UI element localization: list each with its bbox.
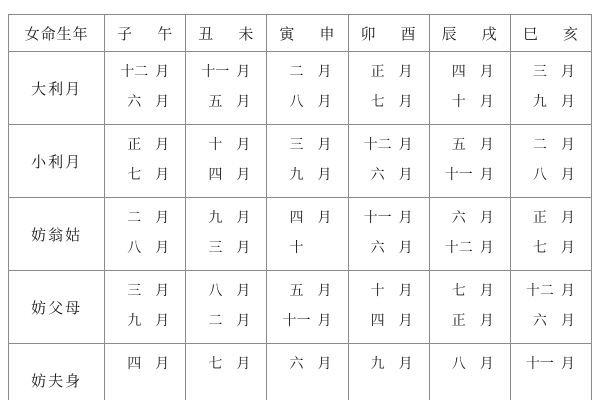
month-number: 二 (127, 211, 142, 226)
month-unit: 月 (236, 284, 251, 299)
month-unit: 月 (479, 241, 494, 256)
month-unit: 月 (398, 211, 413, 226)
month-unit: 月 (317, 168, 332, 183)
month-number: 六 (370, 168, 385, 183)
month-unit: 月 (317, 211, 332, 226)
month-unit: 月 (155, 65, 170, 80)
table-cell (105, 271, 186, 344)
table-cell (186, 52, 267, 125)
month-unit: 月 (479, 284, 494, 299)
month-unit: 月 (155, 357, 170, 372)
month-unit: 月 (317, 284, 332, 299)
month-number: 十二 (363, 138, 392, 153)
month-number: 十二 (120, 65, 149, 80)
branch-label: 未 (238, 26, 255, 43)
branch-label: 卯 (360, 26, 377, 43)
header-title: 女命生年 (9, 15, 105, 52)
month-number: 十一 (201, 65, 230, 80)
branch-label: 亥 (562, 26, 579, 43)
month-number: 十一 (363, 211, 392, 226)
month-unit: 月 (560, 357, 575, 372)
month-number: 十 (370, 284, 385, 299)
month-number: 十一 (282, 314, 311, 329)
month-number: 五 (289, 284, 304, 299)
month-unit: 月 (479, 211, 494, 226)
table-cell (429, 344, 510, 400)
month-number: 十 (208, 138, 223, 153)
header-branch-pair-2 (186, 15, 267, 52)
month-unit: 月 (560, 211, 575, 226)
month-unit: 月 (398, 357, 413, 372)
table-row (9, 271, 592, 344)
table-cell (348, 344, 429, 400)
month-number: 五 (451, 138, 466, 153)
month-number: 二 (289, 65, 304, 80)
month-unit: 月 (479, 95, 494, 110)
header-branch-pair-1 (105, 15, 186, 52)
month-number: 七 (451, 284, 466, 299)
table-cell (429, 52, 510, 125)
month-unit: 月 (398, 241, 413, 256)
month-unit: 月 (317, 95, 332, 110)
month-number: 九 (127, 314, 142, 329)
month-number: 七 (208, 357, 223, 372)
month-unit: 月 (155, 314, 170, 329)
month-unit: 月 (398, 138, 413, 153)
table-cell (510, 271, 591, 344)
table-cell (105, 344, 186, 400)
table-cell (510, 52, 591, 125)
branch-label: 酉 (400, 26, 417, 43)
header-branch-pair-3 (267, 15, 348, 52)
table-cell (348, 271, 429, 344)
table-cell (267, 271, 348, 344)
table-cell (348, 125, 429, 198)
almanac-table (8, 14, 592, 400)
header-branch-pair-5 (429, 15, 510, 52)
table-row (9, 344, 592, 400)
month-unit: 月 (479, 314, 494, 329)
month-unit: 月 (317, 314, 332, 329)
table-cell (186, 344, 267, 400)
month-number: 正 (451, 314, 466, 329)
table-cell (186, 271, 267, 344)
month-unit: 月 (236, 65, 251, 80)
month-number: 十二 (444, 241, 473, 256)
table-cell (267, 52, 348, 125)
month-number: 八 (208, 284, 223, 299)
table-header-row (9, 15, 592, 52)
month-unit: 月 (479, 168, 494, 183)
table-cell (186, 125, 267, 198)
table-row (9, 52, 592, 125)
month-unit: 月 (560, 95, 575, 110)
month-number: 十一 (444, 168, 473, 183)
table-row (9, 125, 592, 198)
month-number: 三 (532, 65, 547, 80)
table-cell (510, 125, 591, 198)
month-number: 七 (532, 241, 547, 256)
month-unit: 月 (560, 138, 575, 153)
month-number: 二 (208, 314, 223, 329)
month-unit: 月 (155, 95, 170, 110)
month-unit: 月 (155, 168, 170, 183)
table-cell (510, 344, 591, 400)
month-number: 三 (208, 241, 223, 256)
month-number: 八 (289, 95, 304, 110)
table-cell (429, 125, 510, 198)
month-unit: 月 (560, 168, 575, 183)
month-number: 四 (127, 357, 142, 372)
month-number: 十二 (525, 284, 554, 299)
month-unit: 月 (236, 241, 251, 256)
table-cell (105, 52, 186, 125)
month-number: 八 (451, 357, 466, 372)
month-unit: 月 (155, 138, 170, 153)
table-cell (267, 344, 348, 400)
month-number: 四 (289, 211, 304, 226)
branch-label: 戌 (481, 26, 498, 43)
branch-label: 寅 (279, 26, 296, 43)
month-number: 三 (127, 284, 142, 299)
month-unit: 月 (479, 357, 494, 372)
row-label: 妨父母 (9, 271, 105, 344)
month-number: 二 (532, 138, 547, 153)
month-unit: 月 (398, 314, 413, 329)
table-cell (267, 125, 348, 198)
month-number: 九 (208, 211, 223, 226)
month-number: 五 (208, 95, 223, 110)
month-unit: 月 (398, 95, 413, 110)
month-number: 九 (289, 168, 304, 183)
row-label: 大利月 (9, 52, 105, 125)
branch-label: 子 (117, 26, 134, 43)
table-cell (510, 198, 591, 271)
month-number: 九 (370, 357, 385, 372)
month-unit: 月 (155, 241, 170, 256)
table-cell (105, 198, 186, 271)
month-number: 七 (127, 168, 142, 183)
month-unit: 月 (398, 65, 413, 80)
month-unit: 月 (236, 314, 251, 329)
row-label: 妨翁姑 (9, 198, 105, 271)
table-cell (348, 198, 429, 271)
month-number: 十 (451, 95, 466, 110)
month-unit: 月 (317, 357, 332, 372)
month-number: 六 (370, 241, 385, 256)
branch-label: 巳 (522, 26, 539, 43)
month-unit: 月 (236, 168, 251, 183)
month-number: 六 (451, 211, 466, 226)
month-number: 正 (370, 65, 385, 80)
month-unit: 月 (398, 284, 413, 299)
month-number: 七 (370, 95, 385, 110)
row-label: 妨夫身 (9, 344, 105, 400)
month-unit: 月 (479, 138, 494, 153)
month-number: 八 (532, 168, 547, 183)
table-cell (429, 198, 510, 271)
branch-label: 丑 (198, 26, 215, 43)
branch-label: 申 (319, 26, 336, 43)
month-unit: 月 (479, 65, 494, 80)
month-number: 十一 (525, 357, 554, 372)
month-number: 六 (532, 314, 547, 329)
month-number: 三 (289, 138, 304, 153)
month-number: 九 (532, 95, 547, 110)
month-number: 六 (127, 95, 142, 110)
month-unit: 月 (560, 65, 575, 80)
month-number: 十 (289, 241, 304, 256)
month-number: 四 (208, 168, 223, 183)
month-unit: 月 (560, 314, 575, 329)
branch-label: 午 (157, 26, 174, 43)
month-unit: 月 (236, 138, 251, 153)
month-number: 四 (370, 314, 385, 329)
month-unit: 月 (236, 357, 251, 372)
table-cell (105, 125, 186, 198)
month-number: 八 (127, 241, 142, 256)
table-cell (186, 198, 267, 271)
month-unit: 月 (155, 284, 170, 299)
month-unit: 月 (398, 168, 413, 183)
table-row (9, 198, 592, 271)
table-cell (429, 271, 510, 344)
table-cell (348, 52, 429, 125)
branch-label: 辰 (441, 26, 458, 43)
month-unit: 月 (317, 138, 332, 153)
row-label: 小利月 (9, 125, 105, 198)
month-number: 四 (451, 65, 466, 80)
month-unit: 月 (560, 284, 575, 299)
month-unit: 月 (236, 95, 251, 110)
month-number: 六 (289, 357, 304, 372)
month-unit: 月 (155, 211, 170, 226)
month-unit: 月 (236, 211, 251, 226)
month-unit: 月 (560, 241, 575, 256)
month-number: 正 (127, 138, 142, 153)
header-branch-pair-4 (348, 15, 429, 52)
table-cell (267, 198, 348, 271)
month-unit: 月 (317, 65, 332, 80)
header-branch-pair-6 (510, 15, 591, 52)
month-number: 正 (532, 211, 547, 226)
